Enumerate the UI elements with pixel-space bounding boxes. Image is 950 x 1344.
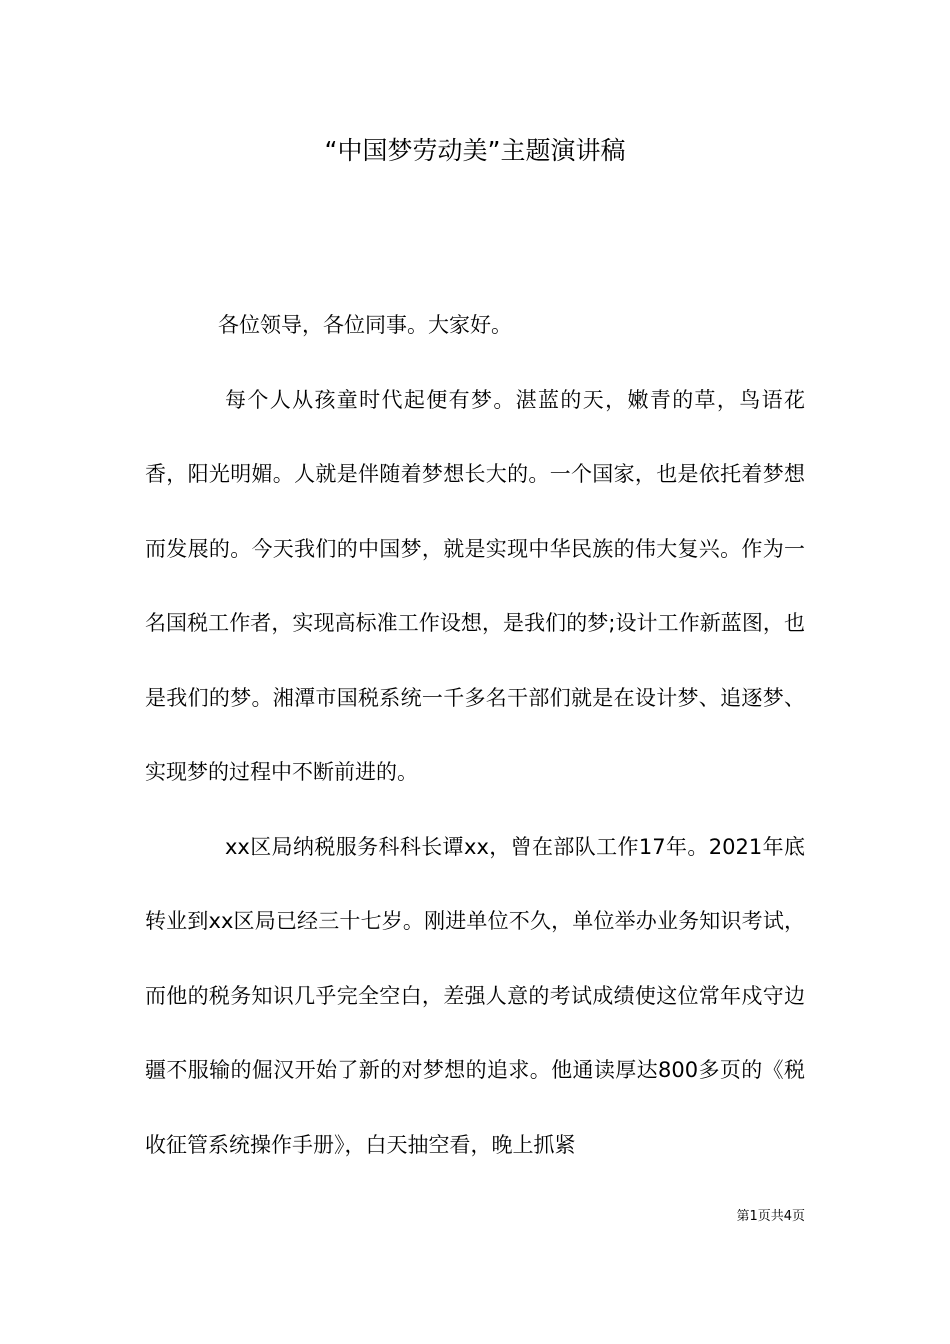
paragraph-section-chief-story: xx区局纳税服务科科长谭xx，曾在部队工作17年。2021年底转业到xx区局已经三十七岁。刚进单位不久，单位举办业务知识考试，而他的税务知识几乎完全空白，差强人意的考试成绩使这位常年戍守边疆不服输的倔汉开始了新的对梦想的追求。他通读厚达800多页的《税收征管系统操作手册》，白天抽空看，晚上抓紧 — [145, 834, 805, 1157]
page-number-footer: 第1页共4页 — [736, 1209, 805, 1224]
paragraph-greeting: 各位领导，各位同事。大家好。 — [218, 313, 512, 337]
document-body — [145, 288, 805, 1182]
paragraph-chinese-dream: 每个人从孩童时代起便有梦。湛蓝的天，嫩青的草，鸟语花香，阳光明媚。人就是伴随着梦想长大的。一个国家，也是依托着梦想而发展的。今天我们的中国梦，就是实现中华民族的伟大复兴。作为一名国税工作者，实现高标准工作设想，是我们的梦;设计工作新蓝图，也是我们的梦。湘潭市国税系统一千多名干部们就是在设计梦、追逐梦、实现梦的过程中不断前进的。 — [145, 387, 805, 784]
document-title: “中国梦劳动美”主题演讲稿 — [324, 136, 626, 165]
